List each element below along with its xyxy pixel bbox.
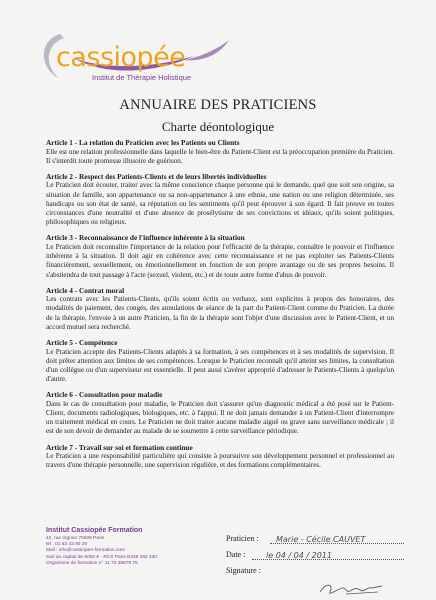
praticien-label: Praticien : [226, 534, 259, 543]
article-1 [46, 138, 394, 166]
praticien-row [226, 530, 406, 546]
signature-row [226, 562, 406, 578]
footer-email: Mail : info@cassiopee-formation.com [46, 548, 125, 554]
handwritten-signature-icon [316, 580, 386, 598]
footer-address-line: 42, rue Vignon 75009 Paris [46, 536, 105, 541]
footer-org-name: Institut Cassiopée Formation [46, 527, 143, 534]
footer-address [46, 527, 216, 567]
article-heading: Article 3 - Reconnaissance de l'influence inhérente à la situation [46, 233, 245, 243]
signature-label: Signature : [226, 566, 261, 575]
cassiopee-logo [34, 30, 234, 90]
page-title: ANNUAIRE DES PRATICIENS [119, 97, 317, 113]
footer-phone: tel : 01 53 43 90 29 [46, 542, 88, 548]
date-row [226, 546, 406, 562]
logo-subtitle: Institut de Thérapie Holistique [92, 73, 192, 82]
article-heading: Article 2 - Respect des Patients-Clients et de leurs libertés individuelles [46, 171, 267, 181]
date-label: Date : [226, 550, 246, 559]
article-body: Les contrats avec les Patients-Clients, qu'ils soient écrits ou verbaux, sont explicites à propos des honoraires, des modalités de paiement, des congés, des annulations de séance de la part du Patient-Client comme du Praticien. La durée de la thérapie, l'envoie à un autre Praticien, la fin de la thérapie sont l'objet d'une discussion avec le Patient-Client, et un accord mutuel sera recherché. [46, 295, 394, 331]
article-heading: Article 5 - Compétence [46, 338, 118, 348]
page-subtitle: Charte déontologique [161, 119, 275, 134]
footer-rcs: Sarl au capital de 8000 € - RCS Paris B438 182 230 [46, 554, 157, 560]
article-body: Le Praticien doit écouter, traiter avec la même conscience chaque personne qui le demande, quel que soit son origine, sa situation de famille, son appartenance ou sa non-appartenance à une ethnie, une nation ou une religion déterminée, ses handicaps ou son état de santé, sa réputation ou les sentiments qu'il peut éprouver à son égard. Il fait preuve en toutes circonstances d'une neutralité et d'une absence de prosélytisme de ses convictions et idéaux, qu'ils soient politiques, philosophiques ou religieux. [46, 181, 394, 227]
article-heading: Article 7 - Travail sur soi et formation continue [46, 442, 193, 452]
article-heading: Article 6 - Consultation pour maladie [46, 390, 163, 400]
article-3 [46, 233, 394, 279]
document-titles [0, 97, 436, 135]
date-handwritten-value: le 04 / 04 / 2011 [266, 551, 332, 560]
article-4 [46, 286, 394, 332]
signature-block [226, 530, 406, 578]
article-body: Le Praticien accepte des Patients-Clients adaptés à sa formation, à ses compétences et à ses modalités de supervision. Il doit prêter attention aux limites de ses compétences. Lorsque le Praticien reconnaît qu'il atteint ses limites, la consultation d'un collègue ou d'un superviseur est essentielle. Il peut aussi s'avérer approprié d'adresser le Patients-Clients à quelqu'un d'autre. [46, 347, 394, 384]
article-heading: Article 1 - La relation du Praticien avec les Patients ou Clients [46, 138, 240, 147]
articles-list [46, 138, 394, 477]
article-body: Le Praticien doit reconnaître l'importance de la relation pour l'efficacité de la thérapie, connaître le pouvoir et l'influence inhérente à la situation. Il doit agir en cohérence avec cette reconnaissance et ne pas exploiter ses Patients-Clients financièrement, sexuellement, ou émotionnellement en fonction de son propre avantage ou de ses propres besoins. Il s'abstiendra de tout passage à l'acte (sexuel, violent, etc.) et de toute autre forme d'abus de pouvoir. [46, 242, 394, 279]
article-body: Dans le cas de consultation pour maladie, le Praticien doit s'assurer qu'un diagnostic médical a été posé sur le Patient-Client, documents radiologiques, biologiques, etc. à l'appui. Il ne doit jamais demander à un Patient-Client d'interrompre un traitement médical en cours. Le Praticien ne doit traiter aucune maladie aiguë ou grave sans surveillance médicale ; il est de son devoir de demander au malade de se soumettre à cette surveillance périodique. [46, 399, 394, 436]
article-body: Elle est une relation professionnelle dans laquelle le bien-être du Patient-Client est la préoccupation première du Praticien. Il s'interdit toute promesse illusoire de guérison. [46, 147, 394, 165]
article-6 [46, 390, 394, 436]
article-heading: Article 4 - Contrat moral [46, 285, 125, 295]
article-7 [46, 443, 394, 471]
logo-wordmark: cassiopée [56, 42, 186, 73]
praticien-handwritten-name: Marie - Cécile CAUVET [276, 535, 366, 544]
article-5 [46, 338, 394, 384]
article-body: Le Praticien a une responsabilité particulière qui consiste à poursuivre son développement personnel et professionnel au travers d'une thérapie personnelle, une supervision régulière, et des formations complémentaires. [46, 452, 394, 470]
footer-training-number: Organisme de formation n° 11 75 35879 75 [46, 560, 138, 566]
article-2 [46, 172, 394, 228]
